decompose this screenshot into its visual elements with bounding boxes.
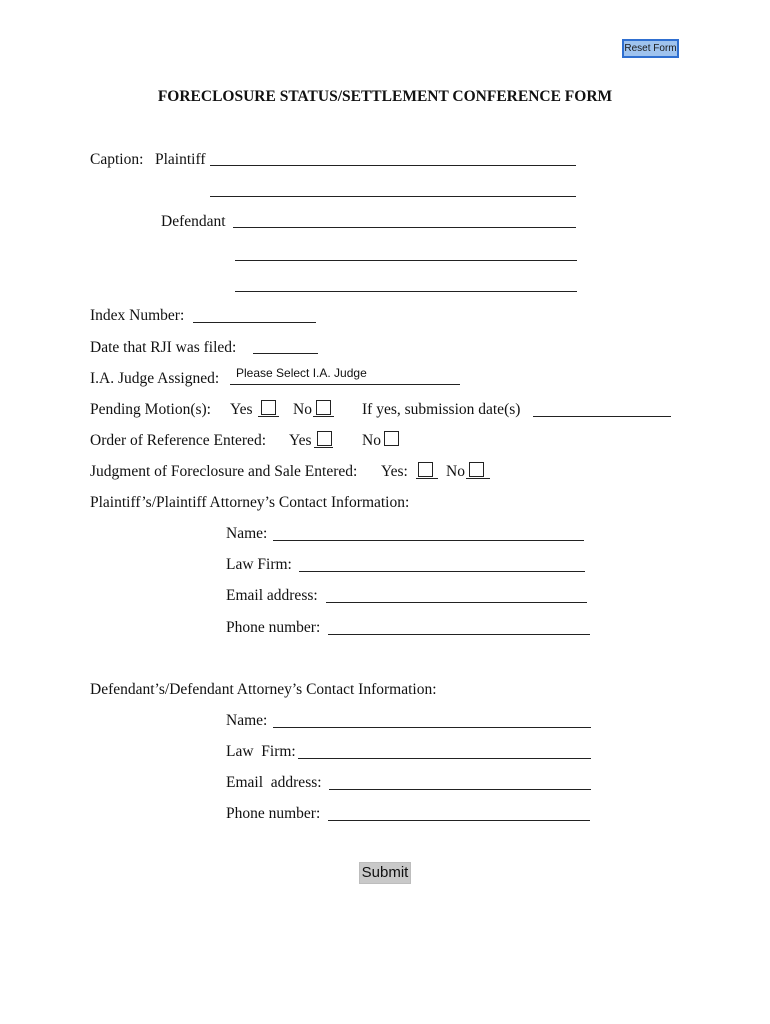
pending-motions-label: Pending Motion(s): — [90, 401, 211, 418]
plaintiff-phone-input[interactable] — [328, 619, 590, 635]
index-number-label: Index Number: — [90, 307, 185, 324]
order-yes-checkbox[interactable] — [317, 431, 332, 446]
order-no-checkbox[interactable] — [384, 431, 399, 446]
defendant-law-firm-label: Law Firm: — [226, 743, 296, 760]
submission-date-label: If yes, submission date(s) — [362, 401, 521, 418]
plaintiff-law-firm-input[interactable] — [299, 556, 585, 572]
defendant-name-input[interactable] — [273, 712, 591, 728]
submission-date-input[interactable] — [533, 401, 671, 417]
judgment-label: Judgment of Foreclosure and Sale Entered: — [90, 463, 358, 480]
defendant-name-label: Name: — [226, 712, 268, 729]
defendant-email-label: Email address: — [226, 774, 322, 791]
order-yes-label: Yes — [289, 432, 312, 449]
judgment-no-label: No — [446, 463, 465, 480]
rji-date-label: Date that RJI was filed: — [90, 339, 237, 356]
pending-yes-label: Yes — [230, 401, 253, 418]
order-yes-line — [314, 447, 333, 448]
defendant-input-3[interactable] — [235, 276, 577, 292]
plaintiff-phone-label: Phone number: — [226, 619, 321, 636]
order-no-label: No — [362, 432, 381, 449]
judgment-yes-checkbox[interactable] — [418, 462, 433, 477]
plaintiff-email-label: Email address: — [226, 587, 318, 604]
judgment-no-line — [466, 478, 490, 479]
rji-date-input[interactable] — [253, 338, 318, 354]
pending-no-label: No — [293, 401, 312, 418]
judgment-no-checkbox[interactable] — [469, 462, 484, 477]
plaintiff-email-input[interactable] — [326, 587, 587, 603]
pending-no-line — [313, 416, 334, 417]
plaintiff-law-firm-label: Law Firm: — [226, 556, 292, 573]
plaintiff-name-input[interactable] — [273, 525, 584, 541]
judgment-yes-line — [416, 478, 438, 479]
reset-form-button[interactable]: Reset Form — [622, 39, 679, 58]
defendant-email-input[interactable] — [329, 774, 591, 790]
submit-button[interactable]: Submit — [359, 862, 411, 884]
judge-select[interactable]: Please Select I.A. Judge — [236, 366, 367, 380]
caption-label: Caption: — [90, 151, 144, 168]
defendant-phone-label: Phone number: — [226, 805, 321, 822]
judge-label: I.A. Judge Assigned: — [90, 370, 220, 387]
defendant-input-2[interactable] — [235, 245, 577, 261]
pending-yes-line — [258, 416, 279, 417]
defendant-phone-input[interactable] — [328, 805, 590, 821]
form-title: FORECLOSURE STATUS/SETTLEMENT CONFERENCE FORM — [157, 88, 613, 105]
plaintiff-contact-heading: Plaintiff’s/Plaintiff Attorney’s Contact Information: — [90, 494, 410, 511]
defendant-contact-heading: Defendant’s/Defendant Attorney’s Contact Information: — [90, 681, 437, 698]
order-reference-label: Order of Reference Entered: — [90, 432, 266, 449]
plaintiff-name-label: Name: — [226, 525, 268, 542]
pending-yes-checkbox[interactable] — [261, 400, 276, 415]
defendant-law-firm-input[interactable] — [298, 743, 591, 759]
plaintiff-label: Plaintiff — [155, 151, 206, 168]
pending-no-checkbox[interactable] — [316, 400, 331, 415]
plaintiff-input-2[interactable] — [210, 181, 576, 197]
plaintiff-input-1[interactable] — [210, 150, 576, 166]
defendant-label: Defendant — [161, 213, 226, 230]
judge-line — [230, 384, 460, 385]
defendant-input-1[interactable] — [233, 212, 576, 228]
index-number-input[interactable] — [193, 307, 316, 323]
judgment-yes-label: Yes: — [381, 463, 408, 480]
